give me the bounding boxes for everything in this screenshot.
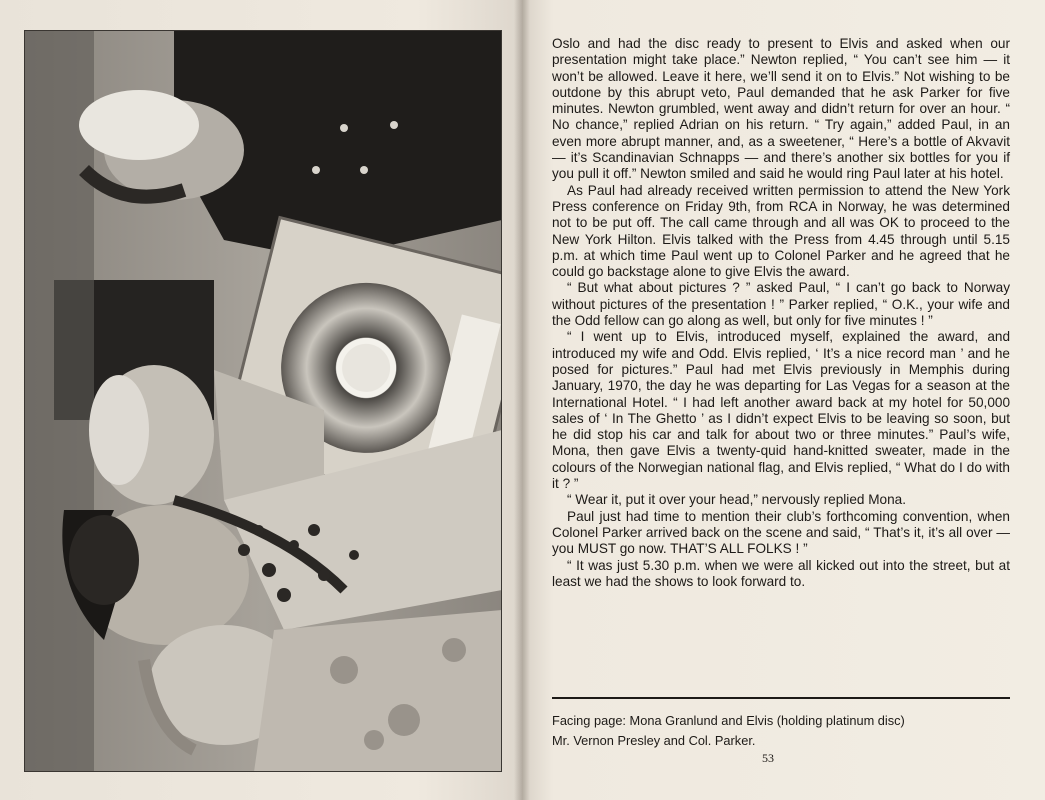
paragraph-1: Oslo and had the disc ready to present to Elvis and asked when our presentation might take place.” Newton replied, “ You can’t see him — it won’t be allowed. Leave it here, we’ll send it on to Elvis.” Not wishing to be outdone by this abrupt veto, Paul demanded that he ask Parker for five minutes. Newton grumbled, went away and didn’t return for over an hour. “ No chance,” replied Adrian on his return. “ Try again,” added Paul, in an even more abrupt manner, and, as a sweetener, “ Here’s a bottle of Akvavit — it’s Scandinavian Schnapps — and there’s another six bottles for you if you pull it off.” Newton smiled and said he would ring Paul later at his hotel.	[552, 36, 1010, 182]
article-body	[552, 36, 1010, 590]
paragraph-4: “ I went up to Elvis, introduced myself, explained the award, and introduced my wife and Odd. Elvis replied, ‘ It’s a nice record man ’ and he posed for pictures.” Paul had met Elvis previously in Memphis during January, 1970, the day he was departing for Las Vegas for a season at the International Hotel. “ I had left another award back at my hotel for 50,000 sales of ‘ In The Ghetto ’ as I didn’t expect Elvis to be leaving so soon, but he did stop his car and talk for about two or three minutes.” Paul’s wife, Mona, then gave Elvis a twenty-quid hand-knitted sweater, made in the colours of the Norwegian national flag, and Elvis replied, “ What do I do with it ? ”	[552, 329, 1010, 492]
caption-line-2: Mr. Vernon Presley and Col. Parker.	[552, 733, 756, 748]
facing-page-photo	[24, 30, 502, 772]
paragraph-2: As Paul had already received written permission to attend the New York Press conference on Friday 9th, from RCA in Norway, he was determined not to be put off. The call came through and all was OK to proceed to the New York Hilton. Elvis talked with the Press from 4.45 through until 5.15 p.m. at which time Paul went up to Colonel Parker and he agreed that he could go backstage alone to give Elvis the award.	[552, 182, 1010, 280]
paragraph-3: “ But what about pictures ? ” asked Paul, “ I can’t go back to Norway without pictures of the presentation ! ” Parker replied, “ O.K., your wife and the Odd fellow can go along as well, but only for five minutes ! ”	[552, 280, 1010, 329]
paragraph-7: “ It was just 5.30 p.m. when we were all kicked out into the street, but at least we had the shows to look forward to.	[552, 557, 1010, 589]
paragraph-5: “ Wear it, put it over your head,” nervously replied Mona.	[567, 492, 906, 508]
left-page	[0, 0, 522, 800]
caption-divider	[552, 697, 1010, 699]
photo-caption	[552, 711, 1022, 751]
photo-icon	[24, 30, 502, 772]
caption-line-1: Facing page: Mona Granlund and Elvis (holding platinum disc)	[552, 713, 905, 728]
book-gutter	[514, 0, 530, 800]
paragraph-6: Paul just had time to mention their club’s forthcoming convention, when Colonel Parker arrived back on the scene and said, “ That’s it, it’s all over — you MUST go now. THAT’S ALL FOLKS ! ”	[552, 508, 1010, 557]
page-number: 53	[762, 751, 774, 765]
